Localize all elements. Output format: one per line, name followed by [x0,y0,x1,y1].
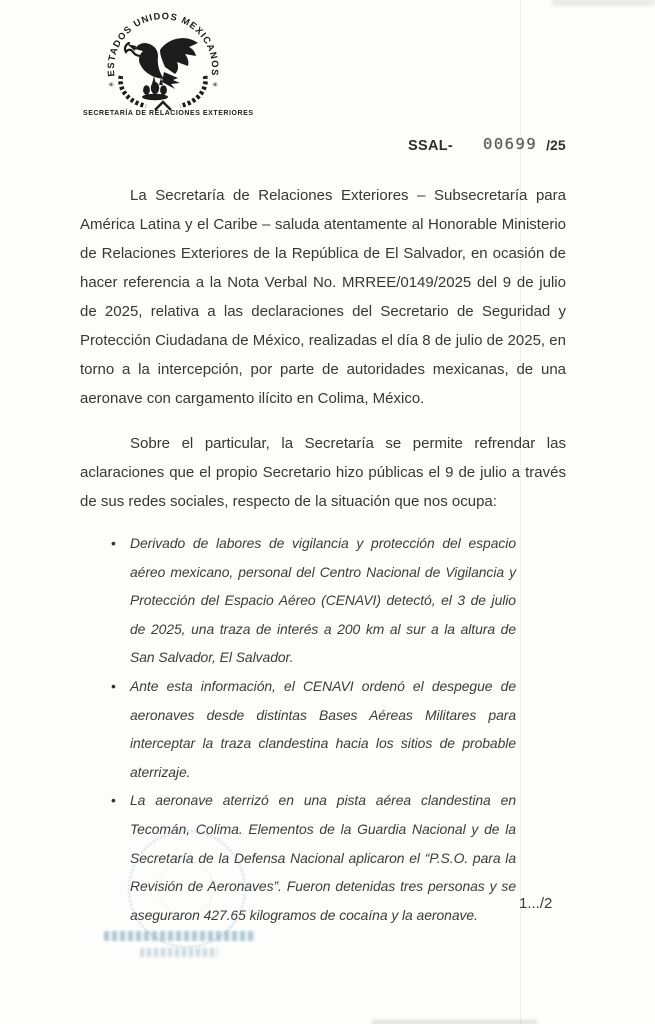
scan-edge-smudge [552,0,655,5]
reference-office-code: SSAL- [408,138,453,154]
stamped-folio-number: 00699 [483,135,538,153]
svg-text:✳: ✳ [212,82,218,89]
eagle-icon [127,38,198,100]
clarifications-list [110,529,516,929]
stamp-illegible-text-line [140,948,218,957]
bullet-item: • Ante esta información, el CENAVI ordenó el despegue de aeronaves desde distintas Bases Aéreas Militares para interceptar la traza clandestina hacia los sitios de probable aterrizaje. [110,672,516,786]
bullet-item: • La aeronave aterrizó en una pista aérea clandestina en Tecomán, Colima. Elementos de la Guardia Nacional y de la Secretaría de la Defensa Nacional aplicaron el “P.S.O. para la Revisión de Aeronaves”. Fueron detenidas tres personas y se aseguraron 427.65 kilogramos de cocaína y la aeronave. [110,786,516,929]
note-body [80,181,566,929]
page-continuation-indicator: 1.../2 [519,895,553,912]
bullet-item: • Derivado de labores de vigilancia y protección del espacio aéreo mexicano, personal del Centro Nacional de Vigilancia y Protección del Espacio Aéreo (CENAVI) detectó, el 3 de julio de 2025, una traza de interés a 200 km al sur a la altura de San Salvador, El Salvador. [110,529,516,672]
seal-arc-text-element: ESTADOS UNIDOS MEXICANOS [104,10,222,78]
svg-text:✳: ✳ [108,82,114,89]
scan-edge-smudge [372,1020,537,1024]
scan-fold-line [520,0,521,1024]
reference-line [408,136,566,154]
paragraph-salutation: La Secretaría de Relaciones Exteriores – Subsecretaría para América Latina y el Caribe – saluda atentamente al Honorable Ministerio de Relaciones Exteriores de la República de El Salvador, en ocasión de hacer referencia a la Nota Verbal No. MRREE/0149/2025 del 9 de julio de 2025, relativa a las declaraciones del Secretario de Seguridad y Protección Ciudadana de México, realizadas el día 8 de julio de 2025, en torno a la intercepción, por parte de autoridades mexicanas, de una aeronave con cargamento ilícito en Colima, México. [80,187,566,407]
agency-name: SECRETARÍA DE RELACIONES EXTERIORES [83,110,254,117]
reference-year-suffix: /25 [546,137,566,153]
stamp-illegible-text-line [104,931,256,941]
paragraph-introduction: Sobre el particular, la Secretaría se permite refrendar las aclaraciones que el propio Secretario hizo públicas el 9 de julio a través de sus redes sociales, respecto de la situación que nos ocupa: [80,435,566,510]
mexico-coat-of-arms-seal [96,10,230,114]
